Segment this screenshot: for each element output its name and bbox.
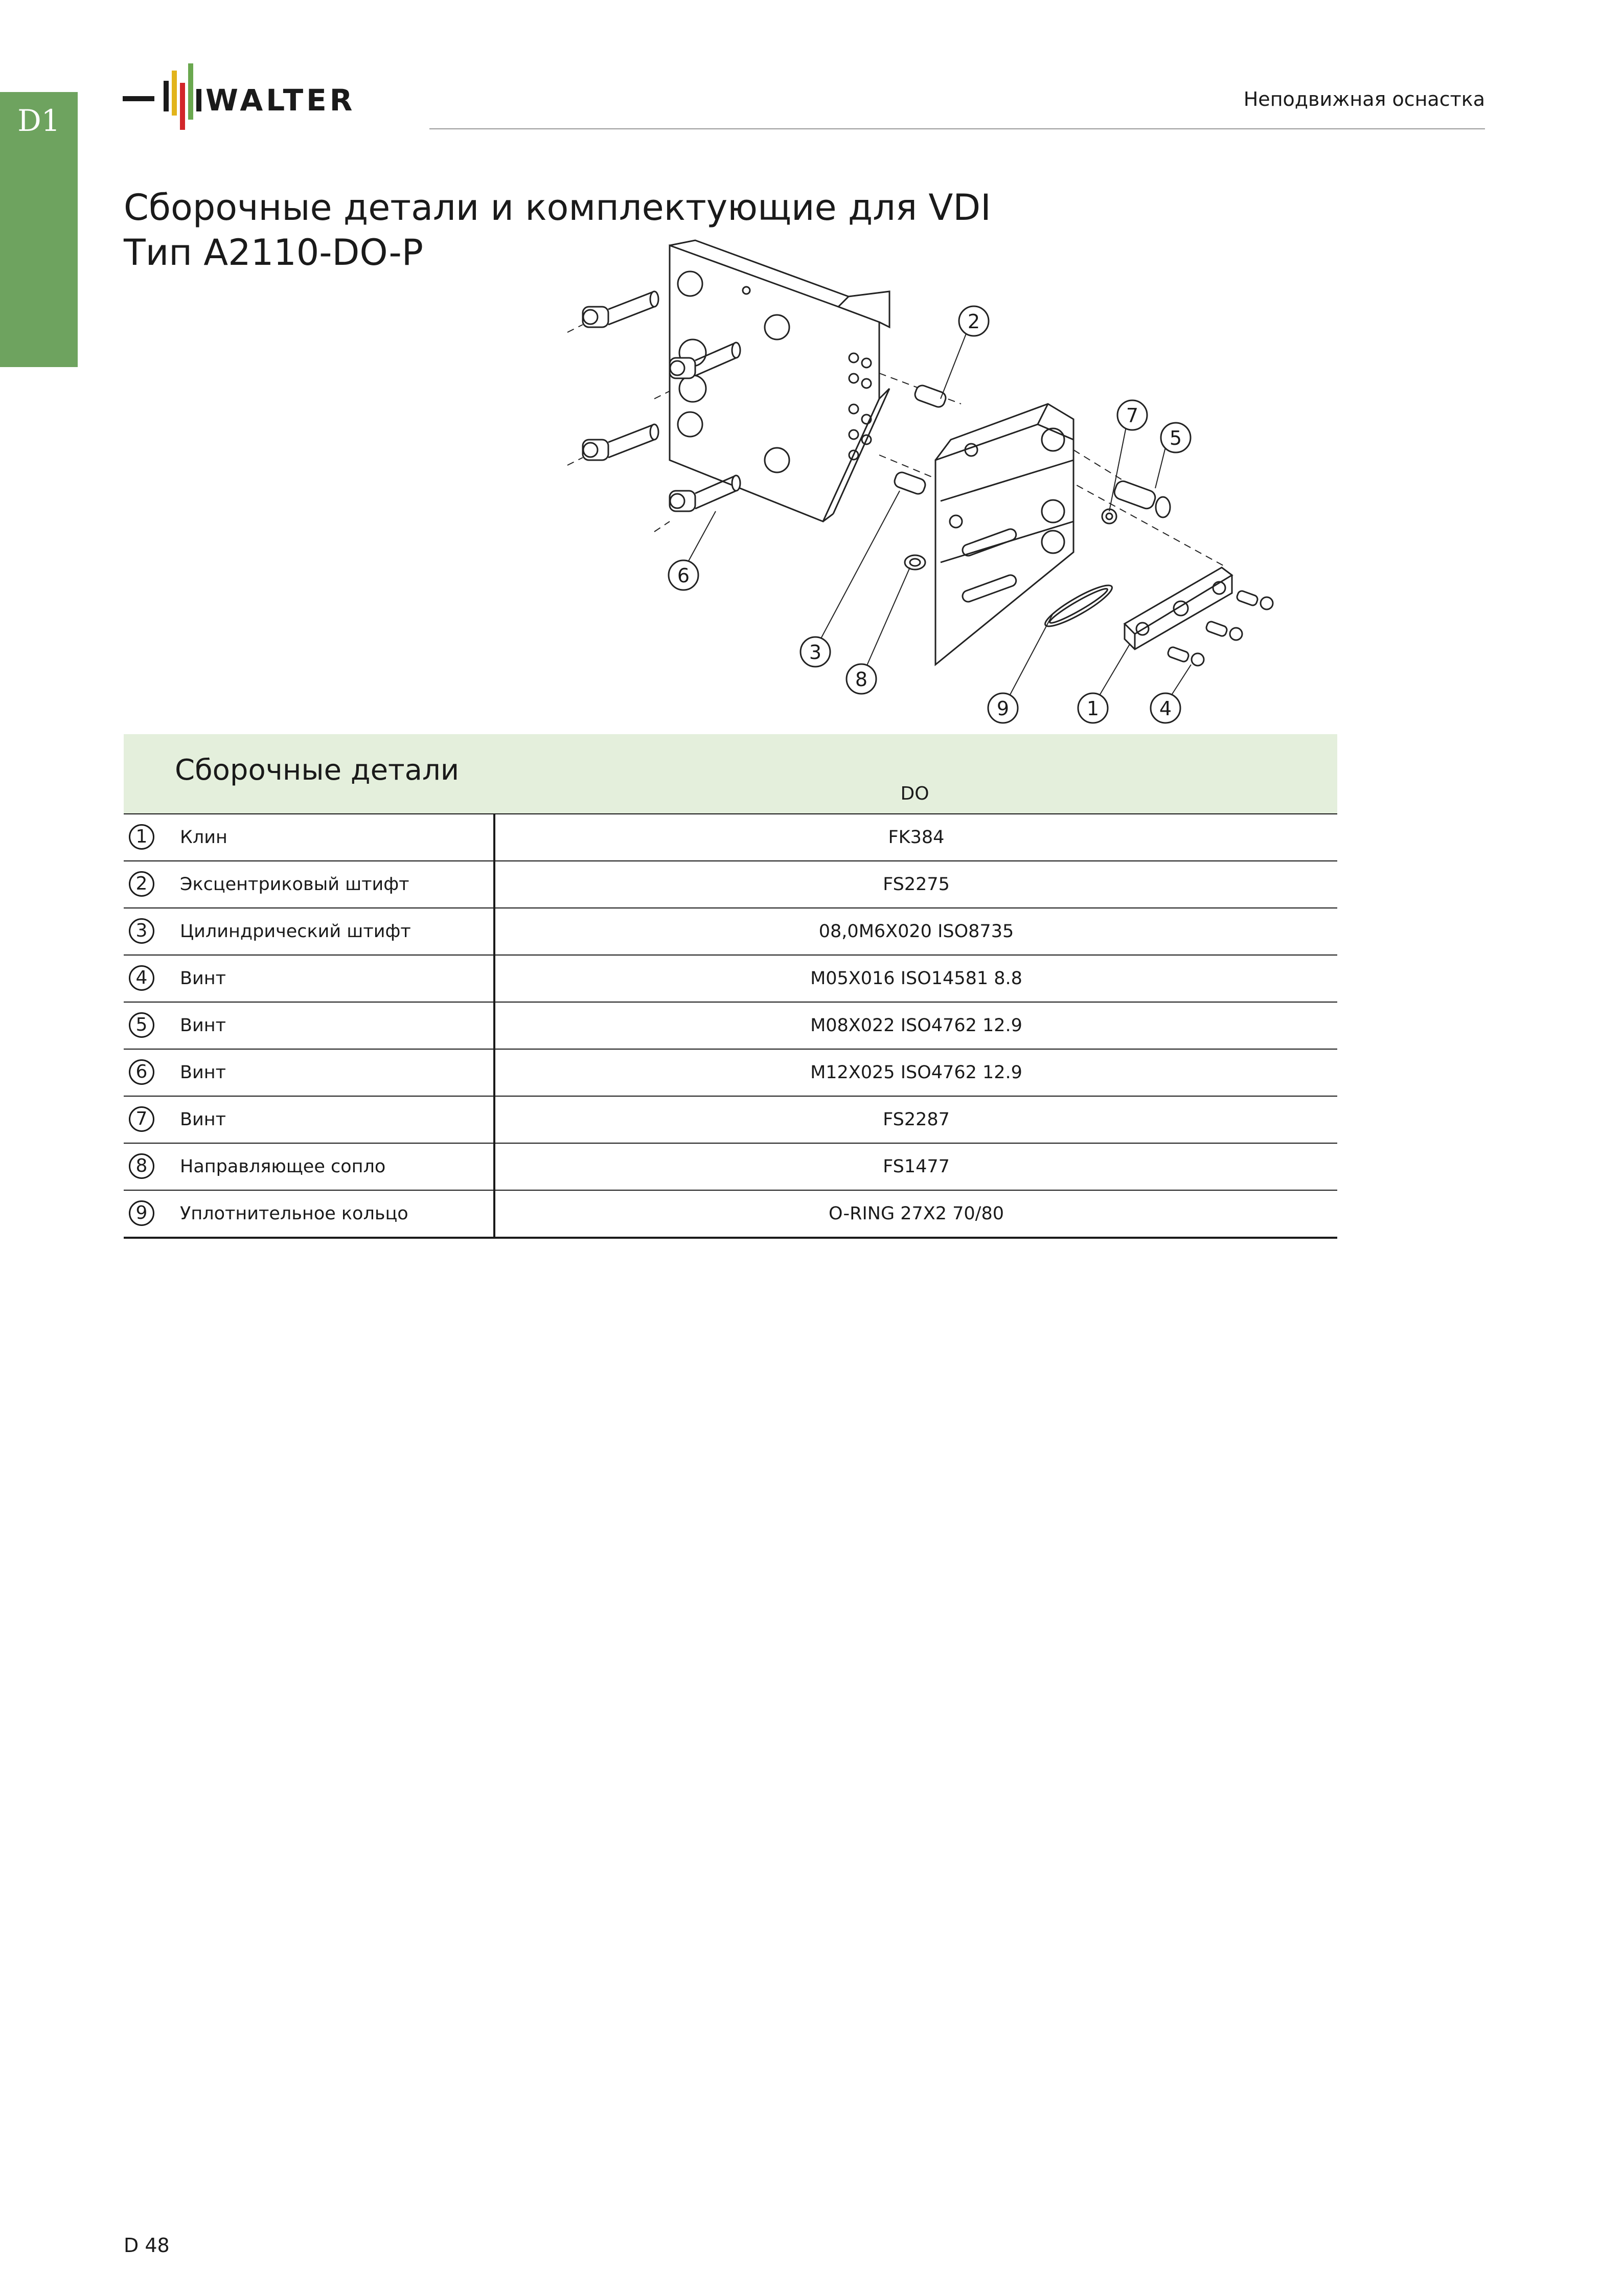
clamp-wedge-drawing [1125, 567, 1232, 649]
table-row [124, 1143, 1337, 1190]
part-name: Цилиндрический штифт [180, 921, 411, 942]
row-number: 7 [129, 1106, 154, 1132]
part-code: FS2275 [493, 861, 1337, 907]
svg-text:2: 2 [967, 310, 980, 333]
part-code: M05X016 ISO14581 8.8 [493, 956, 1337, 1002]
part-name: Клин [180, 827, 227, 848]
part-name: Эксцентриковый штифт [180, 874, 409, 895]
parts-table [124, 734, 1337, 1239]
callout-5 [1161, 423, 1191, 452]
row-number: 2 [129, 871, 154, 897]
row-number: 6 [129, 1059, 154, 1085]
column-header-do: DO [900, 783, 929, 804]
header-divider [429, 128, 1485, 129]
part-name: Винт [180, 1015, 226, 1036]
part-code: FS2287 [493, 1097, 1337, 1143]
part-code: M12X025 ISO4762 12.9 [493, 1050, 1337, 1096]
table-row [124, 954, 1337, 1002]
callout-4 [1151, 693, 1180, 723]
svg-text:5: 5 [1169, 427, 1182, 449]
part-code: FK384 [493, 814, 1337, 860]
table-row [124, 1096, 1337, 1143]
exploded-assembly-drawing [562, 235, 1329, 726]
part-code: M08X022 ISO4762 12.9 [493, 1003, 1337, 1049]
callout-6 [669, 560, 698, 590]
chapter-tab [0, 92, 78, 367]
callout-2 [959, 306, 989, 336]
page-title-line2: Тип A2110-DO-P [124, 232, 423, 274]
callout-9 [988, 693, 1018, 723]
base-plate-drawing [670, 240, 889, 521]
part-name: Уплотнительное кольцо [180, 1203, 408, 1224]
row-number: 4 [129, 965, 154, 991]
part-code: FS1477 [493, 1144, 1337, 1190]
svg-text:1: 1 [1086, 697, 1100, 720]
svg-text:3: 3 [809, 641, 822, 664]
o-ring-drawing [1041, 580, 1116, 632]
walter-logo [123, 60, 399, 132]
svg-text:6: 6 [677, 564, 690, 587]
part-code: 08,0M6X020 ISO8735 [493, 908, 1337, 954]
page-number: D 48 [124, 2234, 170, 2257]
svg-text:7: 7 [1126, 404, 1139, 427]
callout-1 [1078, 693, 1108, 723]
callout-8 [847, 664, 876, 694]
section-name: Неподвижная оснастка [1243, 88, 1485, 110]
row-number: 3 [129, 918, 154, 944]
part-name: Винт [180, 968, 226, 989]
svg-text:8: 8 [855, 668, 868, 691]
table-row [124, 1002, 1337, 1049]
parts-table-header [124, 734, 1337, 813]
table-row [124, 813, 1337, 860]
assembly-axis-lines [567, 325, 1227, 567]
part-name: Винт [180, 1109, 226, 1130]
screws-5-7-drawing [1102, 479, 1170, 524]
page-title-line1: Сборочные детали и комплектующие для VDI [124, 187, 991, 229]
row-number: 8 [129, 1153, 154, 1179]
chapter-tab-label: D1 [17, 103, 60, 138]
table-row [124, 1049, 1337, 1096]
nozzle-drawing [905, 555, 925, 570]
callout-3 [801, 637, 830, 667]
table-row [124, 860, 1337, 907]
part-name: Направляющее сопло [180, 1156, 386, 1177]
row-number: 1 [129, 824, 154, 850]
row-number: 9 [129, 1200, 154, 1226]
callout-7 [1117, 400, 1147, 430]
part-code: O-RING 27X2 70/80 [493, 1191, 1337, 1237]
row-number: 5 [129, 1012, 154, 1038]
parts-table-heading: Сборочные детали [175, 754, 460, 787]
logo-wordmark: WALTER [205, 83, 356, 118]
svg-text:4: 4 [1159, 697, 1172, 720]
table-row [124, 1190, 1337, 1239]
part-name: Винт [180, 1062, 226, 1083]
svg-text:9: 9 [996, 697, 1010, 720]
table-row [124, 907, 1337, 954]
